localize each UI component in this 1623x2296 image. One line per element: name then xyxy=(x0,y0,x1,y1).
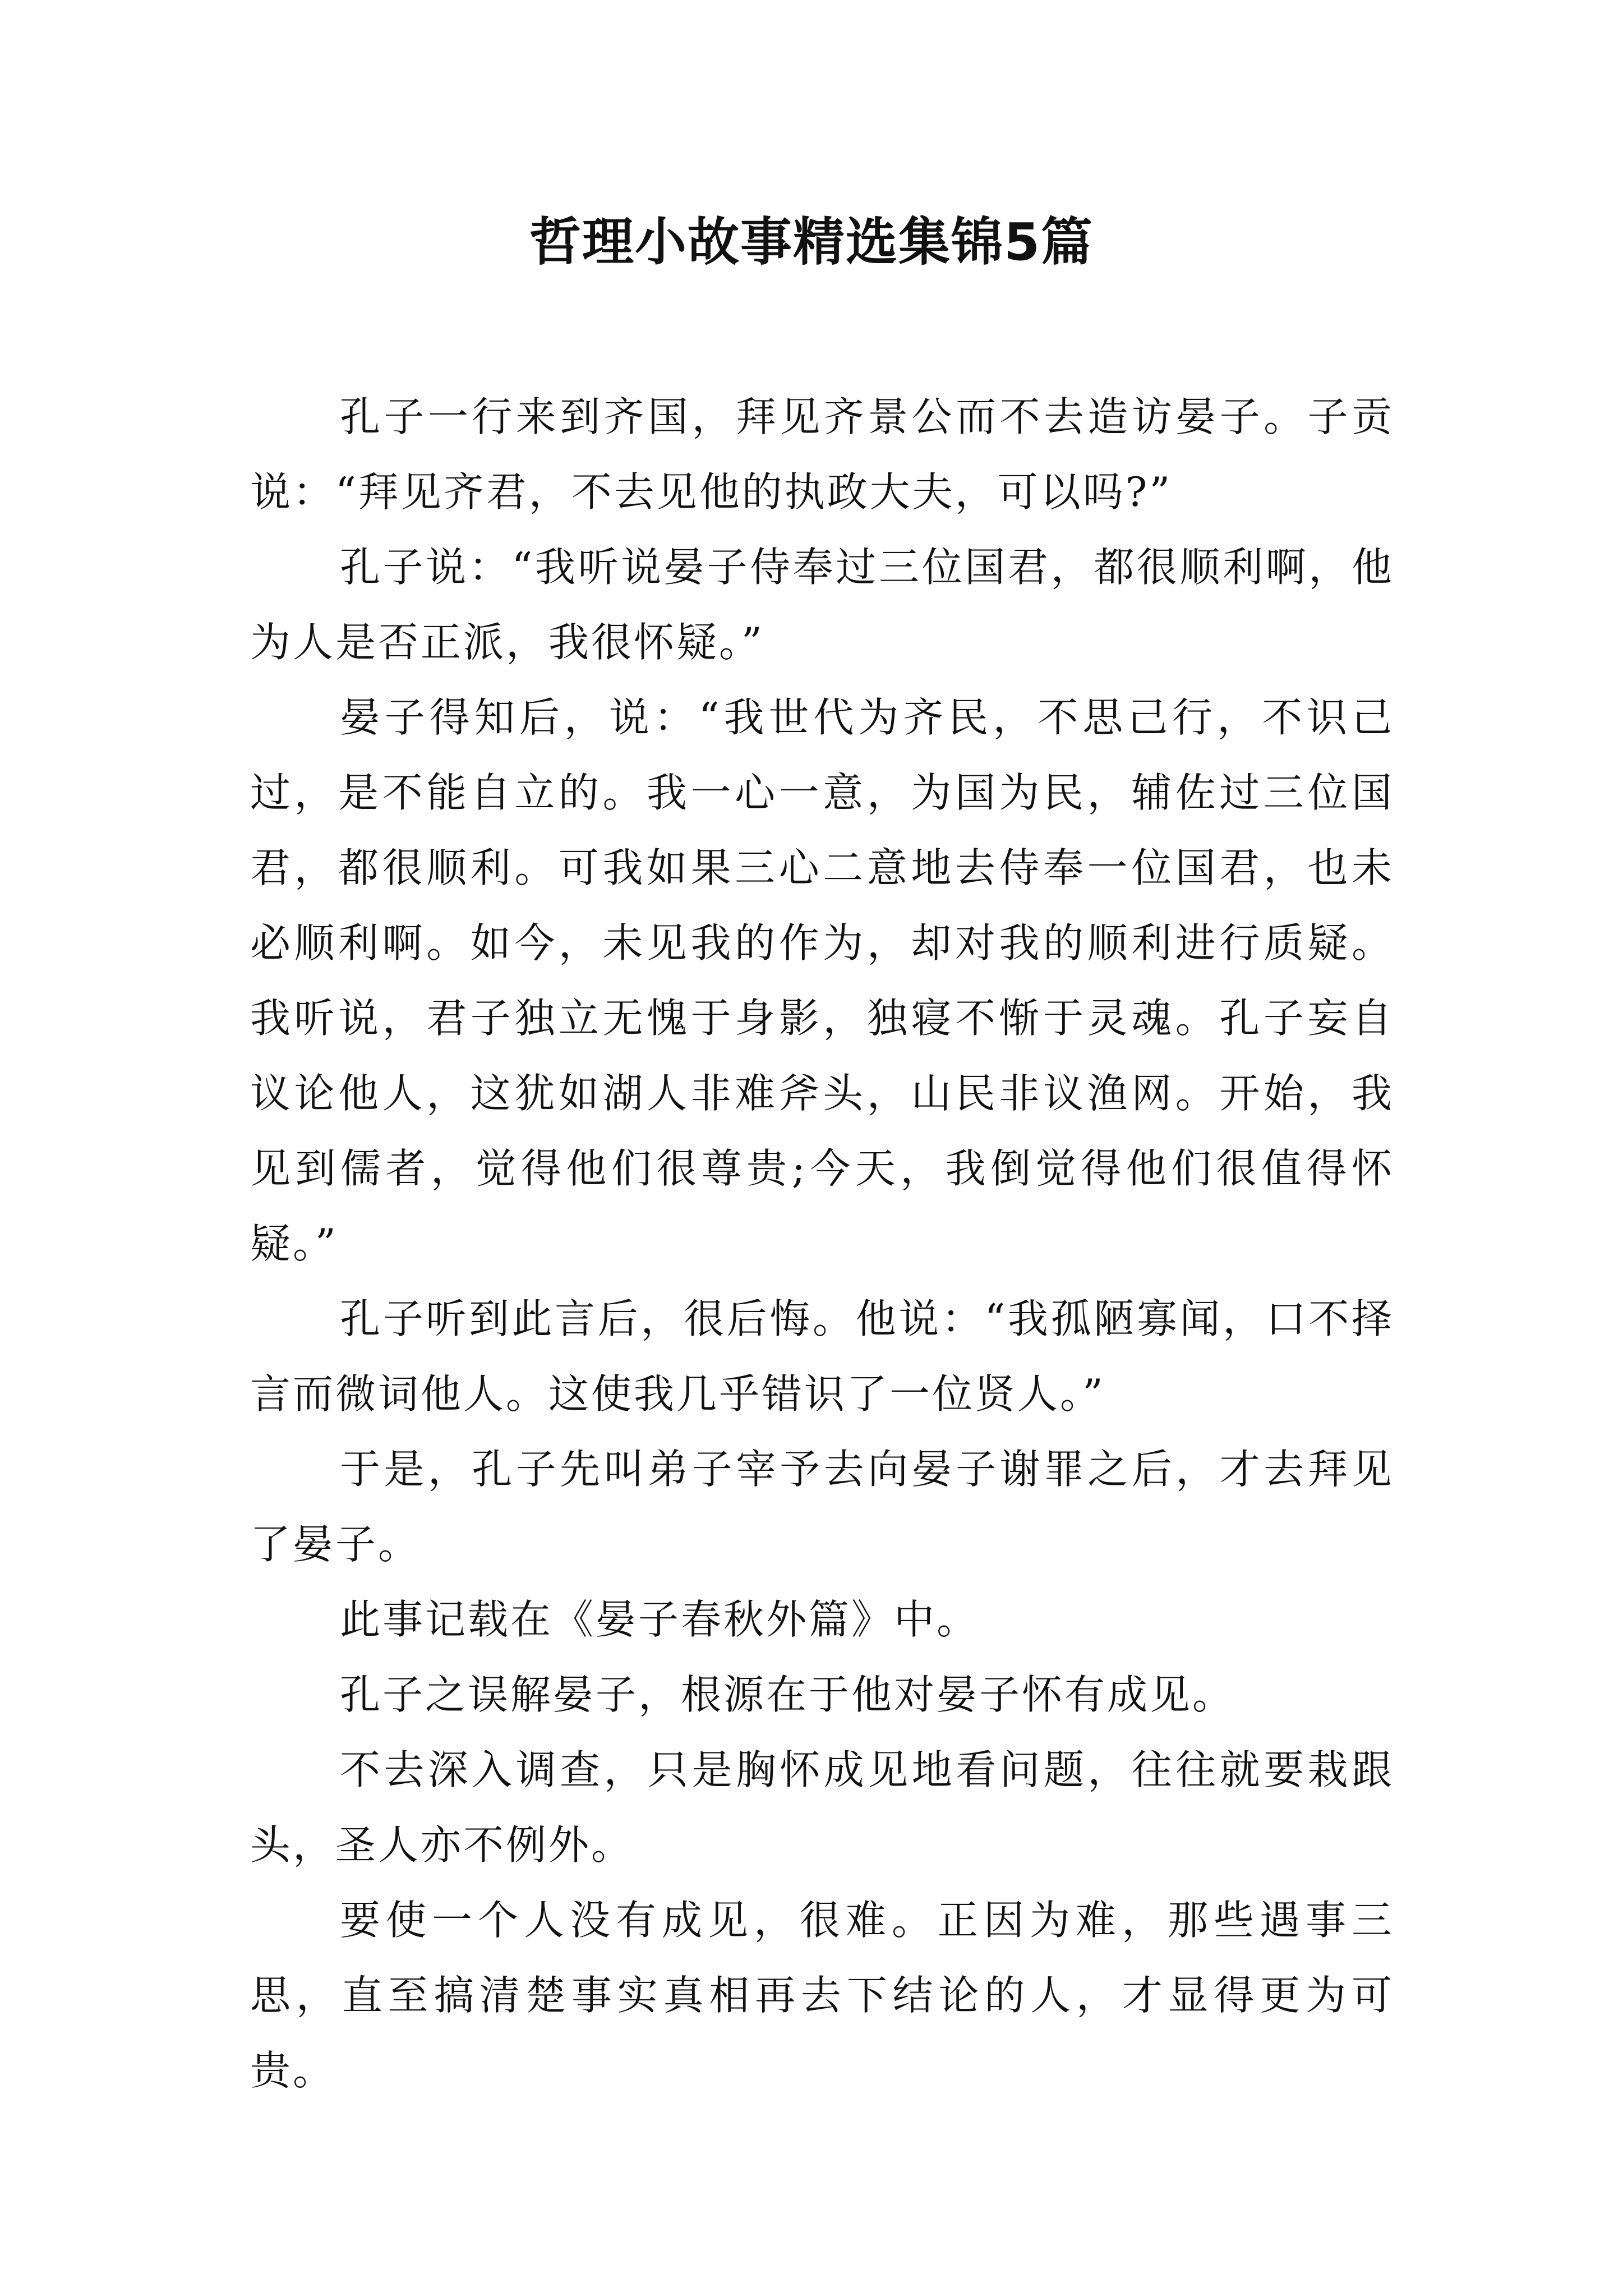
paragraph-9: 要使一个人没有成见，很难。正因为难，那些遇事三思，直至搞清楚事实真相再去下结论的人，才显得更为可贵。 xyxy=(250,1897,1394,2094)
paragraph-6: 此事记载在《晏子春秋外篇》中。 xyxy=(340,1596,980,1643)
document-body xyxy=(250,379,1394,2108)
paragraph-7: 孔子之误解晏子，根源在于他对晏子怀有成见。 xyxy=(340,1671,1235,1718)
document-title: 哲理小故事精选集锦5篇 xyxy=(529,212,1094,272)
paragraph-4: 孔子听到此言后，很后悔。他说：“我孤陋寡闻，口不择言而微词他人。这使我几乎错识了一位贤人。” xyxy=(250,1295,1394,1418)
paragraph-2: 孔子说：“我听说晏子侍奉过三位国君，都很顺利啊，他为人是否正派，我很怀疑。” xyxy=(250,544,1394,666)
paragraph-3: 晏子得知后，说：“我世代为齐民，不思己行，不识己过，是不能自立的。我一心一意，为国为民，辅佐过三位国君，都很顺利。可我如果三心二意地去侍奉一位国君，也未必顺利啊。如今，未见我的作为，却对我的顺利进行质疑。我听说，君子独立无愧于身影，独寝不惭于灵魂。孔子妄自议论他人，这犹如湖人非难斧头，山民非议渔网。开始，我见到儒者，觉得他们很尊贵;今天，我倒觉得他们很值得怀疑。” xyxy=(250,694,1394,1267)
paragraph-8: 不去深入调查，只是胸怀成见地看问题，往往就要栽跟头，圣人亦不例外。 xyxy=(250,1746,1394,1869)
paragraph-5: 于是，孔子先叫弟子宰予去向晏子谢罪之后，才去拜见了晏子。 xyxy=(250,1446,1394,1568)
paragraph-1: 孔子一行来到齐国，拜见齐景公而不去造访晏子。子贡说：“拜见齐君，不去见他的执政大夫，可以吗?” xyxy=(250,393,1394,516)
